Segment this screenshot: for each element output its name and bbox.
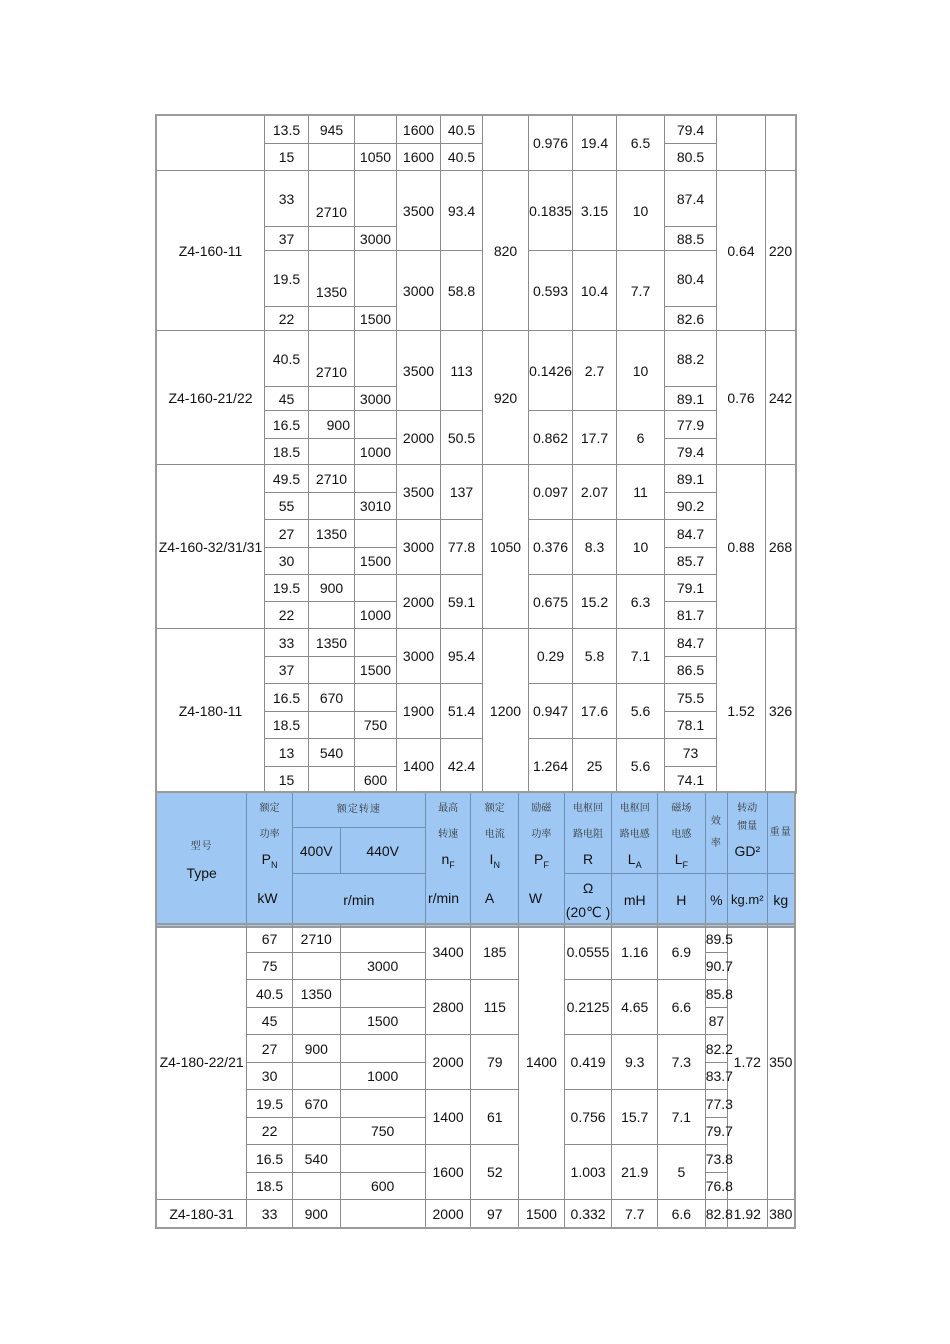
header-armature-resistance: 电枢回 路电阻 R [564,793,612,874]
table-header [156,792,795,927]
table-row: 18.5 600 76.8 [157,1173,795,1200]
table-row: 45 1500 87 [157,1008,795,1035]
table-row: 37 3000 88.5 [157,227,796,251]
unit-mh: mH [612,874,658,927]
table-row: Z4-180-31 33 900 2000 97 1500 0.332 7.7 6.6 82.8 1.92 380 [157,1200,795,1228]
unit-rmin: r/min [292,874,425,927]
table-row: Z4-160-11 33 2710 3500 93.4 820 0.1835 3.15 10 87.4 0.64 220 [157,171,796,227]
table-row: 19.5 670 1400 61 0.756 15.7 7.1 77.3 [157,1090,795,1118]
header-type: 型号 Type [157,793,247,927]
table-row: 55 3010 90.2 [157,493,796,520]
table-row: Z4-180-22/21 67 2710 3400 185 1400 0.0555 1.16 6.9 89.5 1.72 350 [157,925,795,953]
table-row: 16.5 670 1900 51.4 0.947 17.6 5.6 75.5 [157,684,796,712]
unit-kw: kW [257,890,278,906]
type-cell: Z4-180-11 [157,629,265,793]
header-inertia: 转动 惯量 GD² [728,793,768,874]
table-row: 40.5 1350 2800 115 0.2125 4.65 6.6 85.8 [157,980,795,1008]
type-cell: Z4-160-21/22 [157,331,265,465]
unit-ohm: Ω (20℃ ) [564,874,612,927]
table-row: 45 3000 89.1 [157,387,796,411]
table-row: 19.5 1350 3000 58.8 0.593 10.4 7.7 80.4 [157,251,796,307]
table-row: Z4-160-21/22 40.5 2710 3500 113 920 0.1426 2.7 10 88.2 0.76 242 [157,331,796,387]
header-field-inductance: 磁场 电感 $L_F$ [658,793,706,874]
type-cell: Z4-180-22/21 [157,925,247,1200]
header-field-power: 励磁 功率 $P_F$ [519,793,565,927]
type-cell [157,116,265,171]
header-440v: 440V [340,828,425,874]
table-row: 16.5 540 1600 52 1.003 21.9 5 73.8 [157,1145,795,1173]
table-row: 22 750 79.7 [157,1118,795,1145]
table-row: 18.5 750 78.1 [157,712,796,739]
unit-h: H [658,874,706,927]
unit-kg: kg [767,874,794,927]
table-row: 75 3000 90.7 [157,953,795,980]
header-armature-inductance: 电枢回 路电感 $L_A$ [612,793,658,874]
unit-pct: % [705,874,727,927]
header-rated-power: 额定 功率 $P_N$ [247,793,293,927]
header-rated-current: 额定 电流 $I_N$ [471,793,519,927]
header-400v: 400V [292,828,340,874]
table-row: 15 1050 1600 40.5 80.5 [157,144,796,171]
type-cell: Z4-160-32/31/31 [157,465,265,629]
type-cell: Z4-180-31 [157,1200,247,1228]
table-row: 15 600 74.1 [157,767,796,793]
unit-a: A [484,890,495,906]
table-row: Z4-180-11 33 1350 3000 95.4 1200 0.29 5.8 7.1 84.7 1.52 326 [157,629,796,657]
type-cell: Z4-160-11 [157,171,265,331]
table-row: 16.5 900 2000 50.5 0.862 17.7 6 77.9 [157,411,796,439]
table-row: Z4-160-32/31/31 49.5 2710 3500 137 1050 0.097 2.07 11 89.1 0.88 268 [157,465,796,493]
header-rated-speed: 额定转速 [292,793,425,828]
table-row: 27 900 2000 79 0.419 9.3 7.3 82.2 [157,1035,795,1063]
motor-spec-table-upper [156,115,796,793]
header-weight: 重量 [767,793,794,874]
table-row: 22 1000 81.7 [157,602,796,629]
unit-kgm: kg.m² [728,874,768,927]
table-row: 22 1500 82.6 [157,307,796,331]
unit-w: W [528,890,543,906]
motor-spec-table-lower [156,924,795,1228]
table-row: 19.5 900 2000 59.1 0.675 15.2 6.3 79.1 [157,575,796,602]
table-row: 13.5 945 1600 40.5 0.976 19.4 6.5 79.4 [157,116,796,144]
table-row: 30 1000 83.7 [157,1063,795,1090]
table-row: 18.5 1000 79.4 [157,439,796,465]
table-row: 27 1350 3000 77.8 0.376 8.3 10 84.7 [157,520,796,548]
header-efficiency: 效率 [705,793,727,874]
table-row: 37 1500 86.5 [157,657,796,684]
header-max-speed: 最高 转速 $n_F$ [425,793,471,927]
table-row: 30 1500 85.7 [157,548,796,575]
table-row: 13 540 1400 42.4 1.264 25 5.6 73 [157,739,796,767]
unit-nf-rmin: r/min [427,890,460,906]
